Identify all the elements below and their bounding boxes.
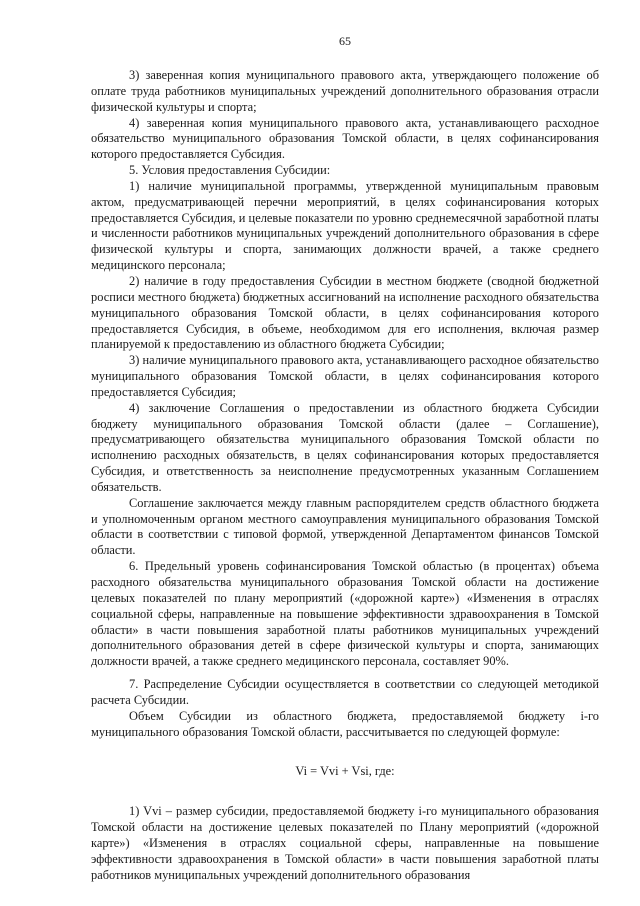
paragraph-subsidy-volume: Объем Субсидии из областного бюджета, предоставляемой бюджету i-го муниципального образования Томской области, рассчитывается по следующей формуле: <box>91 708 599 739</box>
paragraph-formula-definition-1: 1) Vvi – размер субсидии, предоставляемой бюджету i-го муниципального образования Томской области на достижение целевых показателей по Плану мероприятий («дорожной карте») «Изменения в отраслях социальной сферы, направленные на повышение эффективности здравоохранения в Томской области» в части повышения заработной платы работников муниципальных учреждений дополнительного образования <box>91 804 599 882</box>
paragraph-condition-3: 3) наличие муниципального правового акта, устанавливающего расходное обязательство муниципального образования Томской области, в целях софинансирования которого предоставляется Субсидия; <box>91 353 599 399</box>
page-number: 65 <box>339 34 351 48</box>
paragraph-item-4-legal-act-copy: 4) заверенная копия муниципального правового акта, устанавливающего расходное обязательство муниципального образования Томской области, в целях софинансирования которого предоставляется Субсидия. <box>91 115 599 162</box>
paragraph-condition-4: 4) заключение Соглашения о предоставлении из областного бюджета Субсидии бюджету муниципального образования Томской области (далее – Соглашение), предусматривающего обязательства муниципального образования Томской области по исполнению расходных обязательств, в целях софинансирования которых предоставляется Субсидия, и ответственность за неисполнение предусмотренных указанным Соглашением обязательств. <box>91 400 599 494</box>
paragraph-condition-1: 1) наличие муниципальной программы, утвержденной муниципальным правовым актом, предусматривающей перечни мероприятий, в целях софинансирования которых предоставляется Субсидия, и целевые показатели по уровню среднемесячной заработной платы и численности работников муниципальных учреждений дополнительного образования в сфере физической культуры и спорта, занимающих должности врачей, а также среднего медицинского персонала; <box>91 178 599 273</box>
paragraph-condition-2: 2) наличие в году предоставления Субсидии в местном бюджете (сводной бюджетной росписи местного бюджета) бюджетных ассигнований на исполнение расходного обязательства муниципального образования Томской области, в целях софинансирования которого предоставляется Субсидия, в объеме, необходимом для его исполнения, включая размер планируемой к предоставлению из областного бюджета Субсидии; <box>91 273 599 352</box>
paragraph-section-7: 7. Распределение Субсидии осуществляется в соответствии со следующей методикой расчета Субсидии. <box>91 677 599 707</box>
formula: Vi = Vvi + Vsi, где: <box>295 764 395 779</box>
paragraph-section-5-heading: 5. Условия предоставления Субсидии: <box>129 163 331 178</box>
paragraph-agreement: Соглашение заключается между главным распорядителем средств областного бюджета и уполномоченным органом местного самоуправления муниципального образования Томской области в соответствии с типовой формой, утвержденной Департаментом финансов Томской области. <box>91 495 599 558</box>
paragraph-item-3-legal-act-copy: 3) заверенная копия муниципального правового акта, утверждающего положение об оплате труда работников муниципальных учреждений дополнительного образования отрасли физической культуры и спорта; <box>91 68 599 114</box>
paragraph-section-6: 6. Предельный уровень софинансирования Томской областью (в процентах) объема расходного обязательства муниципального образования Томской области на достижение целевых показателей по плану мероприятий («дорожной карте») «Изменения в отраслях социальной сферы, направленные на повышение эффективности здравоохранения в Томской области» в части повышения заработной платы работников муниципальных учреждений дополнительного образования детей в сфере физической культуры и спорта, занимающих должности врачей, а также среднего медицинского персонала, составляет 90%. <box>91 559 599 669</box>
